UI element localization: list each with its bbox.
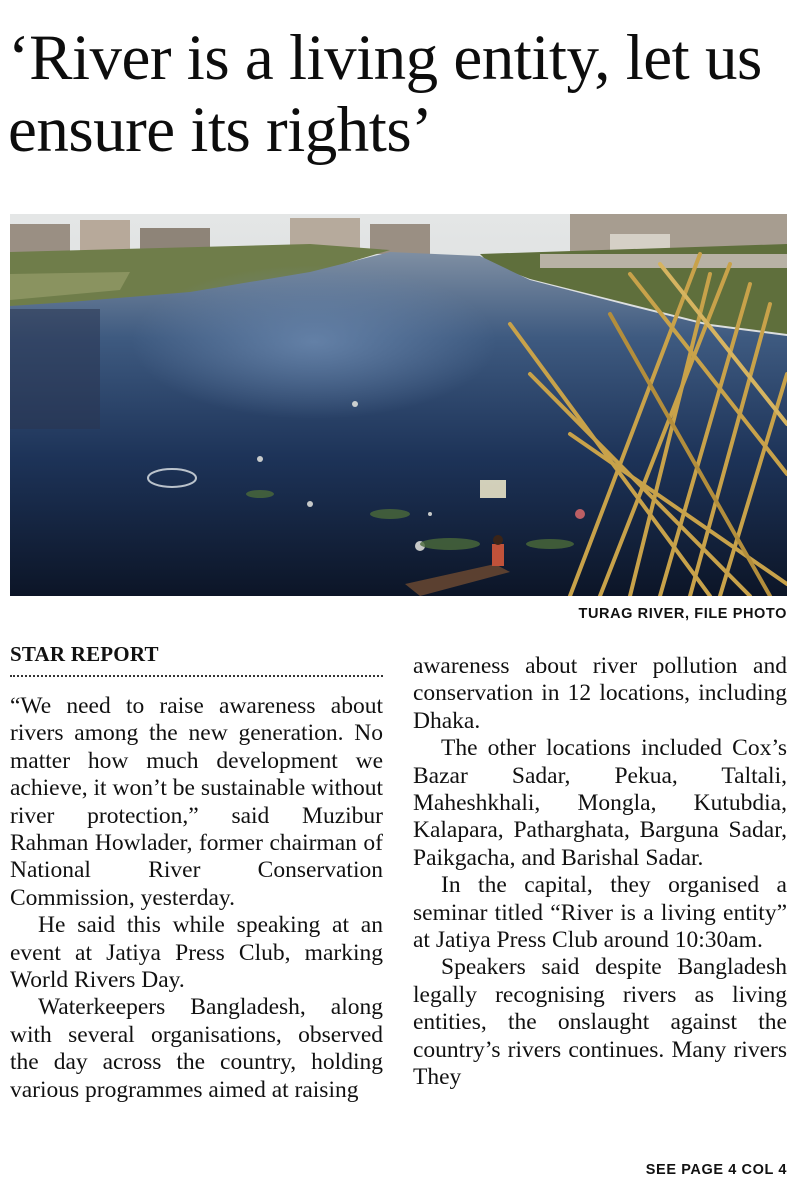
paragraph: In the capital, they organised a seminar titled “River is a living entity” at Jatiya Press Club around 10:30am. (413, 872, 787, 954)
paragraph: He said this while speaking at an event at Jatiya Press Club, marking World Rivers Day. (10, 912, 383, 994)
byline: STAR REPORT (10, 642, 383, 677)
article-column-1 (10, 693, 383, 1104)
article-column-2 (413, 653, 787, 1092)
paragraph: awareness about river pollution and conservation in 12 locations, including Dhaka. (413, 653, 787, 734)
paragraph: “We need to raise awareness about rivers among the new generation. No matter how much development we achieve, it won’t be sustainable without river protection,” said Muzibur Rahman Howlader, former chairman of National River Conservation Commission, yesterday. (10, 693, 383, 911)
paragraph: The other locations included Cox’s Bazar Sadar, Pekua, Taltali, Maheshkhali, Mongla, Kutubdia, Kalapara, Patharghata, Barguna Sadar, Paikgacha, and Barishal Sadar. (413, 735, 787, 871)
continuation-jump-line: SEE PAGE 4 COL 4 (645, 1162, 787, 1178)
photo-caption: TURAG RIVER, FILE PHOTO (578, 606, 787, 622)
paragraph: Waterkeepers Bangladesh, along with several organisations, observed the day across the country, holding various programmes aimed at raising (10, 994, 383, 1103)
paragraph: Speakers said despite Bangladesh legally recognising rivers as living entities, the onslaught against the country’s rivers continues. Many rivers They (413, 954, 787, 1091)
headline: ‘River is a living entity, let us ensure its rights’ (8, 22, 762, 166)
river-photo (10, 214, 787, 596)
